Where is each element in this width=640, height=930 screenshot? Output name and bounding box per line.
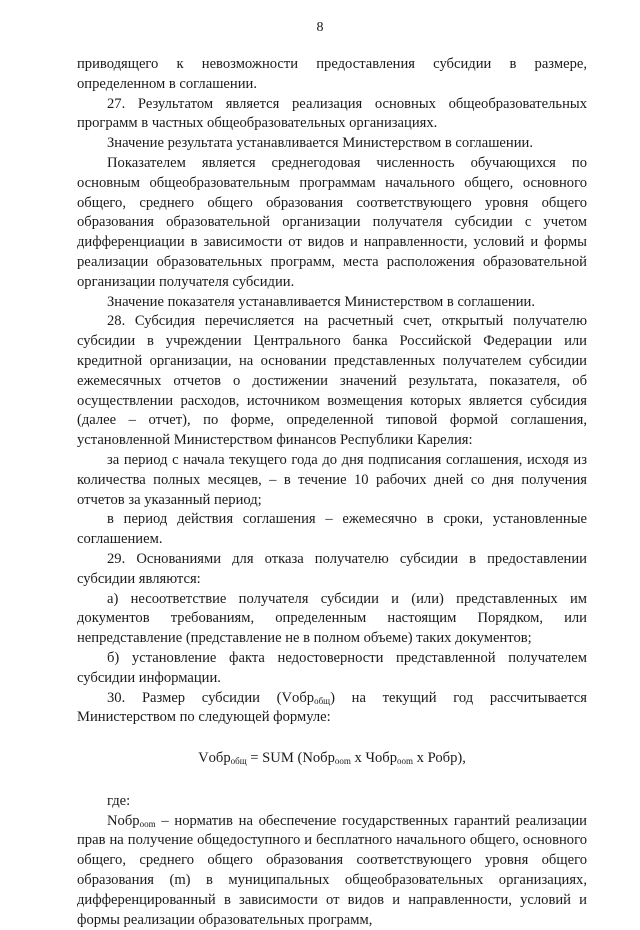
paragraph: 28. Субсидия перечисляется на расчетный счет, открытый получателю субсидии в учреждении Центрального банка Российской Федерации или кредитной организации, на основании представленных получателем субсидии ежемесячных отчетов о достижении значений результата, показателя, об осуществлении расходов, источником возмещения которых является субсидия (далее – отчет), по форме, определенной типовой формой соглашения, установленной Министерством финансов Республики Карелия: xyxy=(77,313,587,449)
paragraph: б) установление факта недостоверности представленной получателем субсидии информации. xyxy=(77,649,587,686)
page-number: 8 xyxy=(316,20,324,35)
paragraph: Значение показателя устанавливается Министерством в соглашении. xyxy=(107,293,536,310)
formula: Vобр$_{общ}$ = SUM (Nобр$_{oom}$ x Чобр$_{oom}$ x Робр), xyxy=(198,750,466,767)
paragraph: 30. Размер субсидии (Vобр$_{общ}$) на текущий год рассчитывается Министерством по следующей формуле: xyxy=(77,689,587,726)
paragraph: приводящего к невозможности предоставления субсидии в размере, определенном в соглашении. xyxy=(77,56,587,92)
paragraph: за период с начала текущего года до дня подписания соглашения, исходя из количества полных месяцев, – в течение 10 рабочих дней со дня получения отчетов за указанный период; xyxy=(77,451,587,508)
paragraph: Значение результата устанавливается Министерством в соглашении. xyxy=(107,135,533,152)
document-body xyxy=(77,55,587,930)
where-label: где: xyxy=(107,792,131,809)
paragraph: 27. Результатом является реализация основных общеобразовательных программ в частных общеобразовательных организациях. xyxy=(77,95,587,132)
paragraph: Nобр$_{oom}$ – норматив на обеспечение государственных гарантий реализации прав на получение общедоступного и бесплатного начального общего, основного общего, среднего общего образования соответствующего уровня общего образования (m) в муниципальных общеобразовательных организациях, дифференцированный в зависимости от видов и направленности, условий и формы реализации образовательных программ, xyxy=(77,812,587,928)
paragraph: 29. Основаниями для отказа получателю субсидии в предоставлении субсидии являются: xyxy=(77,550,587,587)
paragraph: в период действия соглашения – ежемесячно в сроки, установленные соглашением. xyxy=(77,511,587,548)
paragraph: Показателем является среднегодовая численность обучающихся по основным общеобразовательным программам начального общего, основного общего, среднего общего образования соответствующего уровня общего образования образовательной организации получателя субсидии с учетом дифференциации в зависимости от видов и направленности, условий и формы реализации образовательных программ, места расположения образовательной организации получателя субсидии. xyxy=(77,154,587,290)
paragraph: а) несоответствие получателя субсидии и (или) представленных им документов требованиям, определенным настоящим Порядком, или непредставление (представление не в полном объеме) таких документов; xyxy=(77,590,587,647)
